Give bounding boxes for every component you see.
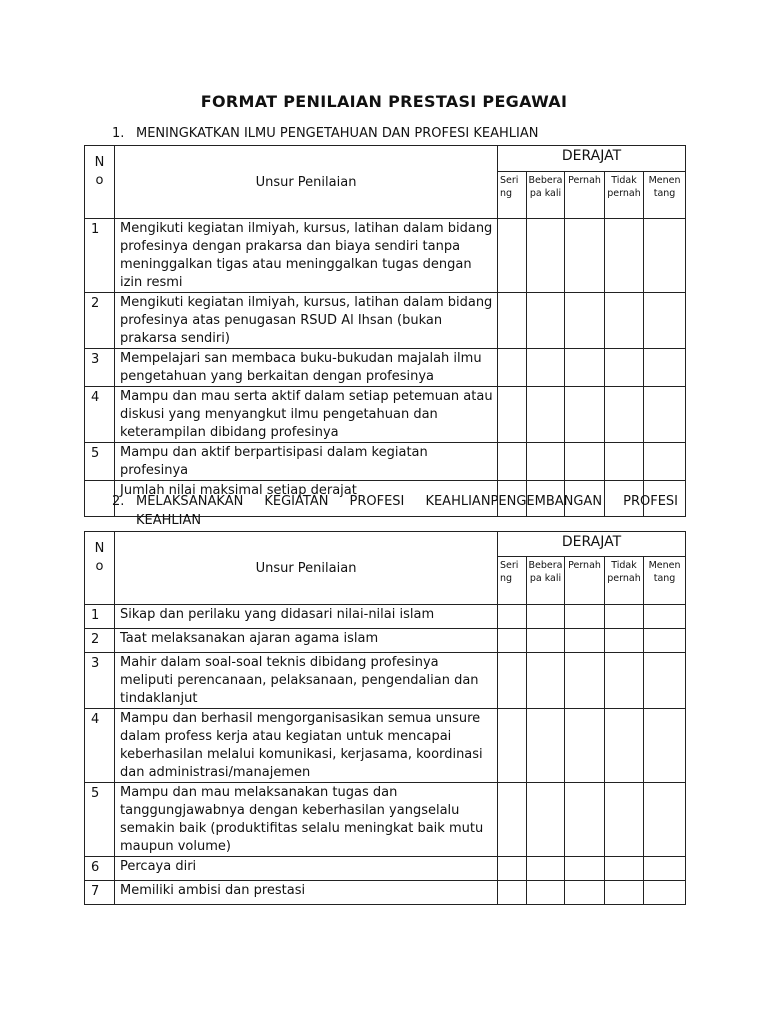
rating-cell[interactable] [527, 629, 565, 653]
table-row [85, 653, 686, 709]
rating-cell[interactable] [498, 443, 527, 481]
section-2-number: 2. [112, 494, 125, 509]
rating-cell[interactable] [644, 783, 686, 857]
rating-cell[interactable] [605, 219, 644, 293]
rating-cell[interactable] [527, 605, 565, 629]
row-number: 5 [85, 443, 115, 481]
rating-cell[interactable] [565, 783, 605, 857]
rating-cell[interactable] [498, 219, 527, 293]
header-pernah: Pernah [565, 171, 605, 218]
row-number: 7 [85, 881, 115, 905]
rating-cell[interactable] [498, 653, 527, 709]
rating-cell[interactable] [498, 349, 527, 387]
rating-cell[interactable] [527, 857, 565, 881]
table-row [85, 857, 686, 881]
rating-cell[interactable] [527, 349, 565, 387]
rating-cell[interactable] [565, 629, 605, 653]
row-number: 6 [85, 857, 115, 881]
header-no: N o [85, 532, 115, 605]
rating-cell[interactable] [605, 293, 644, 349]
rating-cell[interactable] [644, 653, 686, 709]
row-number: 2 [85, 293, 115, 349]
rating-cell[interactable] [498, 293, 527, 349]
table-row [85, 387, 686, 443]
row-text: Mengikuti kegiatan ilmiyah, kursus, latihan dalam bidang profesinya dengan prakarsa dan biaya sendiri tanpa meninggalkan tigas atau meninggalkan tugas dengan izin resmi [115, 219, 498, 293]
header-unsur-penilaian: Unsur Penilaian [115, 146, 498, 219]
rating-cell[interactable] [565, 349, 605, 387]
section-1-table-wrap [84, 145, 686, 498]
rating-cell[interactable] [565, 387, 605, 443]
header-pernah: Pernah [565, 557, 605, 605]
row-text: Percaya diri [115, 857, 498, 881]
rating-cell[interactable] [527, 387, 565, 443]
rating-cell[interactable] [605, 881, 644, 905]
row-number: 1 [85, 605, 115, 629]
table-row [85, 709, 686, 783]
section-2-heading-line1: MELAKSANAKAN KEGIATAN PROFESI KEAHLIANPENGEMBANGAN PROFESI [136, 494, 678, 509]
rating-cell[interactable] [498, 629, 527, 653]
row-number: 1 [85, 219, 115, 293]
rating-cell[interactable] [527, 293, 565, 349]
section-2-heading-line2: KEAHLIAN [136, 513, 202, 528]
rating-cell[interactable] [498, 881, 527, 905]
rating-cell[interactable] [605, 443, 644, 481]
row-text: Mampu dan berhasil mengorganisasikan semua unsure dalam profess kerja atau kegiatan untuk mencapai keberhasilan melalui komunikasi, kerjasama, koordinasi dan administrasi/manajemen [115, 709, 498, 783]
rating-cell[interactable] [644, 349, 686, 387]
rating-cell[interactable] [644, 629, 686, 653]
row-text: Memiliki ambisi dan prestasi [115, 881, 498, 905]
header-sering: Seri ng [498, 171, 527, 218]
rating-cell[interactable] [527, 219, 565, 293]
document-title: FORMAT PENILAIAN PRESTASI PEGAWAI [200, 92, 568, 111]
header-menentang: Menen tang [644, 171, 686, 218]
row-text: Mahir dalam soal-soal teknis dibidang profesinya meliputi perencanaan, pelaksanaan, pengendalian dan tindaklanjut [115, 653, 498, 709]
header-menentang: Menen tang [644, 557, 686, 605]
section-2-heading [112, 492, 678, 530]
rating-cell[interactable] [605, 349, 644, 387]
rating-cell[interactable] [565, 653, 605, 709]
rating-cell[interactable] [498, 857, 527, 881]
header-derajat: DERAJAT [498, 146, 686, 172]
rating-cell[interactable] [527, 653, 565, 709]
rating-cell[interactable] [644, 387, 686, 443]
header-derajat: DERAJAT [498, 532, 686, 557]
row-text: Mempelajari san membaca buku-bukudan majalah ilmu pengetahuan yang berkaitan dengan profesinya [115, 349, 498, 387]
table-row [85, 783, 686, 857]
rating-cell[interactable] [527, 881, 565, 905]
row-text: Mampu dan mau serta aktif dalam setiap petemuan atau diskusi yang menyangkut ilmu pengetahuan dan keterampilan dibidang profesinya [115, 387, 498, 443]
header-unsur-penilaian: Unsur Penilaian [115, 532, 498, 605]
rating-cell[interactable] [565, 605, 605, 629]
section-1-table [84, 145, 686, 517]
rating-cell[interactable] [527, 783, 565, 857]
row-number: 4 [85, 709, 115, 783]
header-tidak-pernah: Tidak pernah [605, 557, 644, 605]
section-2-table [84, 531, 686, 905]
table-row [85, 629, 686, 653]
row-number: 2 [85, 629, 115, 653]
row-number: 3 [85, 349, 115, 387]
rating-cell[interactable] [565, 881, 605, 905]
table-row [85, 605, 686, 629]
rating-cell[interactable] [644, 293, 686, 349]
row-text: Mampu dan aktif berpartisipasi dalam kegiatan profesinya [115, 443, 498, 481]
table-row [85, 443, 686, 481]
rating-cell[interactable] [527, 443, 565, 481]
rating-cell[interactable] [644, 443, 686, 481]
header-sering: Seri ng [498, 557, 527, 605]
rating-cell[interactable] [527, 709, 565, 783]
rating-cell[interactable] [605, 605, 644, 629]
header-beberapa-kali: Bebera pa kali [527, 557, 565, 605]
rating-cell[interactable] [498, 605, 527, 629]
rating-cell[interactable] [605, 629, 644, 653]
row-text: Sikap dan perilaku yang didasari nilai-nilai islam [115, 605, 498, 629]
section-1-heading-text: MENINGKATKAN ILMU PENGETAHUAN DAN PROFESI KEAHLIAN [136, 126, 539, 141]
rating-cell[interactable] [565, 443, 605, 481]
rating-cell[interactable] [644, 219, 686, 293]
header-tidak-pernah: Tidak pernah [605, 171, 644, 218]
rating-cell[interactable] [644, 857, 686, 881]
rating-cell[interactable] [565, 857, 605, 881]
row-number: 5 [85, 783, 115, 857]
table-row [85, 349, 686, 387]
table-row [85, 219, 686, 293]
header-no: N o [85, 146, 115, 219]
rating-cell[interactable] [644, 605, 686, 629]
rating-cell[interactable] [605, 653, 644, 709]
row-text: Taat melaksanakan ajaran agama islam [115, 629, 498, 653]
row-text-total: Jumlah nilai maksimal setiap derajat [115, 481, 498, 517]
rating-cell[interactable] [605, 387, 644, 443]
row-number [85, 481, 115, 517]
section-1-number: 1. [112, 126, 125, 141]
rating-cell[interactable] [644, 881, 686, 905]
header-beberapa-kali: Bebera pa kali [527, 171, 565, 218]
rating-cell[interactable] [565, 219, 605, 293]
row-text: Mampu dan mau melaksanakan tugas dan tanggungjawabnya dengan keberhasilan yangselalu semakin baik (produktifitas selalu meningkat baik mutu maupun volume) [115, 783, 498, 857]
section-1-heading [112, 124, 678, 143]
rating-cell[interactable] [498, 783, 527, 857]
table-row [85, 293, 686, 349]
table-row [85, 881, 686, 905]
rating-cell[interactable] [605, 783, 644, 857]
rating-cell[interactable] [605, 857, 644, 881]
row-number: 4 [85, 387, 115, 443]
rating-cell[interactable] [644, 709, 686, 783]
rating-cell[interactable] [498, 387, 527, 443]
rating-cell[interactable] [565, 293, 605, 349]
rating-cell[interactable] [498, 709, 527, 783]
row-number: 3 [85, 653, 115, 709]
rating-cell[interactable] [605, 709, 644, 783]
rating-cell[interactable] [565, 709, 605, 783]
row-text: Mengikuti kegiatan ilmiyah, kursus, latihan dalam bidang profesinya atas penugasan RSUD Al Ihsan (bukan prakarsa sendiri) [115, 293, 498, 349]
